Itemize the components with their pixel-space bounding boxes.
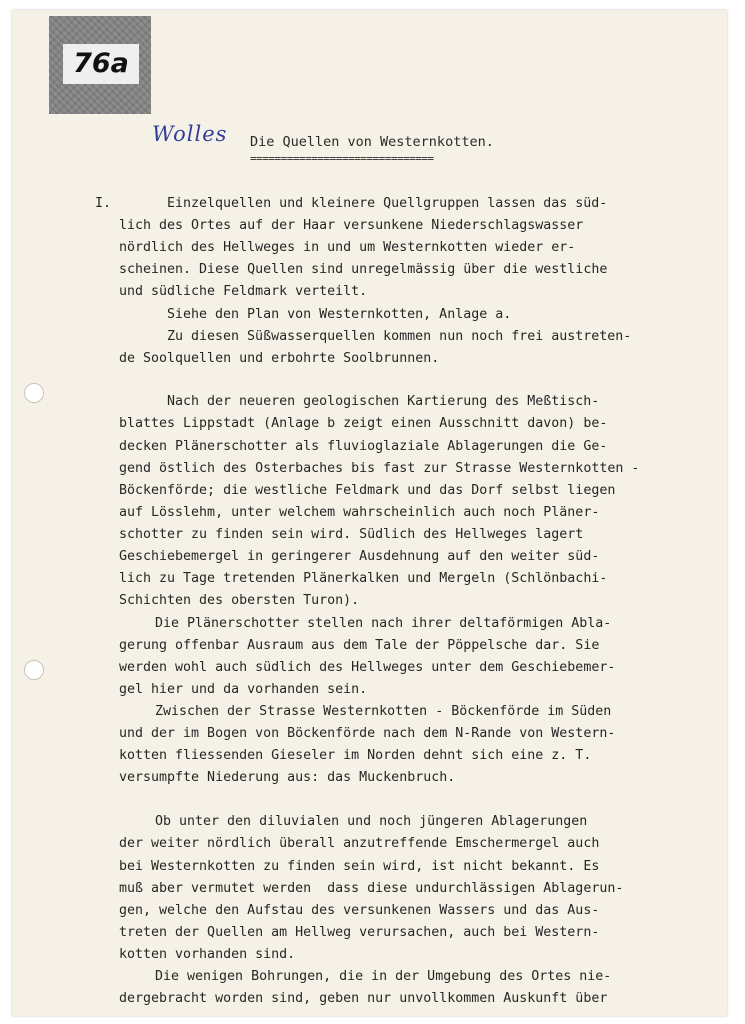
text-line: Zu diesen Süßwasserquellen kommen nun noch frei austreten- — [167, 329, 632, 344]
text-line: gel hier und da vorhanden sein. — [119, 682, 368, 697]
text-line: Zwischen der Strasse Westernkotten - Böckenförde im Süden — [155, 704, 612, 719]
text-line: Siehe den Plan von Westernkotten, Anlage a. — [167, 307, 512, 322]
text-line: und südliche Feldmark verteilt. — [119, 284, 368, 299]
text-line: Geschiebemergel in geringerer Ausdehnung auf den weiter süd- — [119, 549, 600, 564]
text-line: nördlich des Hellweges in und um Westernkotten wieder er- — [119, 240, 576, 255]
text-line: de Soolquellen und erbohrte Soolbrunnen. — [119, 351, 440, 366]
punch-hole-upper — [24, 383, 44, 403]
text-line: auf Lösslehm, unter welchem wahrscheinlich auch noch Pläner- — [119, 505, 600, 520]
text-line: blattes Lippstadt (Anlage b zeigt einen Ausschnitt davon) be- — [119, 416, 608, 431]
text-line: scheinen. Diese Quellen sind unregelmässig über die westliche — [119, 262, 608, 277]
text-line: gend östlich des Osterbaches bis fast zur Strasse Westernkotten - — [119, 461, 640, 476]
text-line: bei Westernkotten zu finden sein wird, ist nicht bekannt. Es — [119, 859, 600, 874]
text-line: kotten vorhanden sind. — [119, 947, 296, 962]
handwritten-note: Wolles — [152, 122, 228, 146]
text-line: gen, welche den Aufstau des versunkenen Wassers und das Aus- — [119, 903, 600, 918]
text-line: Die Plänerschotter stellen nach ihrer deltaförmigen Abla- — [155, 616, 612, 631]
text-line: Schichten des obersten Turon). — [119, 593, 360, 608]
punch-hole-lower — [24, 660, 44, 680]
text-line: und der im Bogen von Böckenförde nach dem N-Rande von Western- — [119, 726, 616, 741]
document-page — [12, 10, 727, 1016]
text-line: schotter zu finden sein wird. Südlich des Hellweges lagert — [119, 527, 584, 542]
text-line: lich zu Tage tretenden Plänerkalken und Mergeln (Schlönbachi- — [119, 571, 608, 586]
text-line: lich des Ortes auf der Haar versunkene Niederschlagswasser — [119, 218, 584, 233]
text-line: dergebracht worden sind, geben nur unvollkommen Auskunft über — [119, 991, 608, 1006]
section-marker: I. — [95, 196, 112, 211]
text-line: der weiter nördlich überall anzutreffende Emschermergel auch — [119, 836, 600, 851]
document-title: Die Quellen von Westernkotten. — [250, 134, 494, 150]
text-line: Nach der neueren geologischen Kartierung des Meßtisch- — [167, 394, 600, 409]
text-line: versumpfte Niederung aus: das Muckenbruch. — [119, 770, 456, 785]
text-line: treten der Quellen am Hellweg verursachen, auch bei Western- — [119, 925, 600, 940]
text-line: muß aber vermutet werden dass diese undurchlässigen Ablagerun- — [119, 881, 624, 896]
text-line: kotten fliessenden Gieseler im Norden dehnt sich eine z. T. — [119, 748, 592, 763]
text-line: Die wenigen Bohrungen, die in der Umgebung des Ortes nie- — [155, 969, 612, 984]
text-line: Ob unter den diluvialen und noch jüngeren Ablagerungen — [155, 814, 588, 829]
archive-stamp — [49, 16, 151, 114]
text-line: Böckenförde; die westliche Feldmark und das Dorf selbst liegen — [119, 483, 616, 498]
text-line: gerung offenbar Ausraum aus dem Tale der Pöppelsche dar. Sie — [119, 638, 600, 653]
text-line: werden wohl auch südlich des Hellweges unter dem Geschiebemer- — [119, 660, 616, 675]
text-line: decken Plänerschotter als fluvioglaziale Ablagerungen die Ge- — [119, 439, 608, 454]
text-line: Einzelquellen und kleinere Quellgruppen lassen das süd- — [167, 196, 608, 211]
title-underline: ============================== — [250, 152, 434, 165]
archive-number: 76a — [63, 44, 139, 84]
